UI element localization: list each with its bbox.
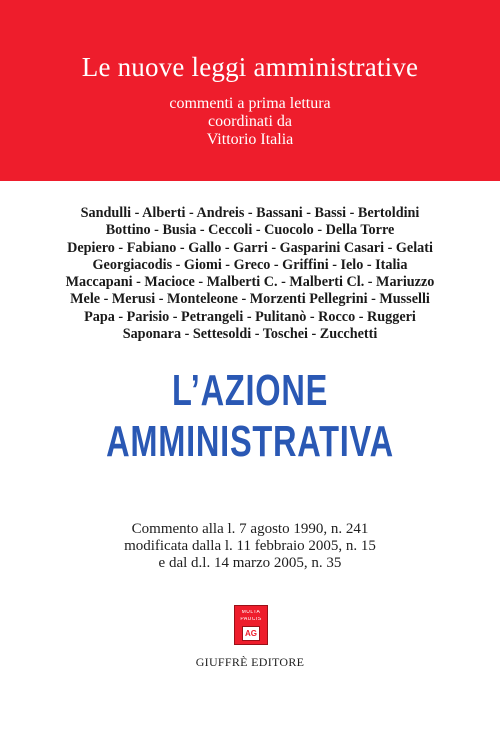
book-title bbox=[0, 366, 500, 468]
authors-list bbox=[0, 205, 500, 343]
logo-mark: AG bbox=[242, 626, 260, 641]
authors-line: Depiero - Fabiano - Gallo - Garri - Gasparini Casari - Gelati bbox=[67, 239, 433, 256]
series-editor-name: Vittorio Italia bbox=[206, 131, 294, 148]
series-subtitle: commenti a prima lettura bbox=[169, 95, 331, 112]
authors-line: Bottino - Busia - Ceccoli - Cuocolo - Della Torre bbox=[105, 222, 395, 239]
book-title-line-2: AMMINISTRATIVA bbox=[106, 417, 394, 466]
series-coordinators-label: coordinati da bbox=[208, 113, 292, 130]
publisher-logo bbox=[234, 605, 268, 645]
book-title-line-1: L’AZIONE bbox=[171, 366, 329, 415]
authors-line: Saponara - Settesoldi - Toschei - Zucchetti bbox=[122, 326, 378, 343]
series-header-band bbox=[0, 0, 500, 181]
authors-line: Papa - Parisio - Petrangeli - Pulitanò - Rocco - Ruggeri bbox=[84, 308, 416, 325]
authors-line: Sandulli - Alberti - Andreis - Bassani - Bassi - Bertoldini bbox=[80, 205, 420, 221]
logo-motto-line-1: MULTA bbox=[241, 610, 261, 615]
authors-line: Georgiacodis - Giomi - Greco - Griffini - Ielo - Italia bbox=[92, 256, 408, 273]
publisher-name: GIUFFRÈ EDITORE bbox=[195, 655, 305, 669]
description-line: modificata dalla l. 11 febbraio 2005, n. 15 bbox=[124, 538, 376, 554]
description-line: Commento alla l. 7 agosto 1990, n. 241 bbox=[131, 521, 369, 537]
description-line: e dal d.l. 14 marzo 2005, n. 35 bbox=[158, 555, 342, 571]
authors-line: Mele - Merusi - Monteleone - Morzenti Pellegrini - Musselli bbox=[70, 291, 430, 308]
book-description bbox=[0, 521, 500, 572]
authors-line: Maccapani - Macioce - Malberti C. - Malberti Cl. - Mariuzzo bbox=[65, 274, 435, 291]
logo-motto-line-2: PAUCIS bbox=[240, 617, 262, 622]
series-title: Le nuove leggi amministrative bbox=[81, 52, 419, 82]
